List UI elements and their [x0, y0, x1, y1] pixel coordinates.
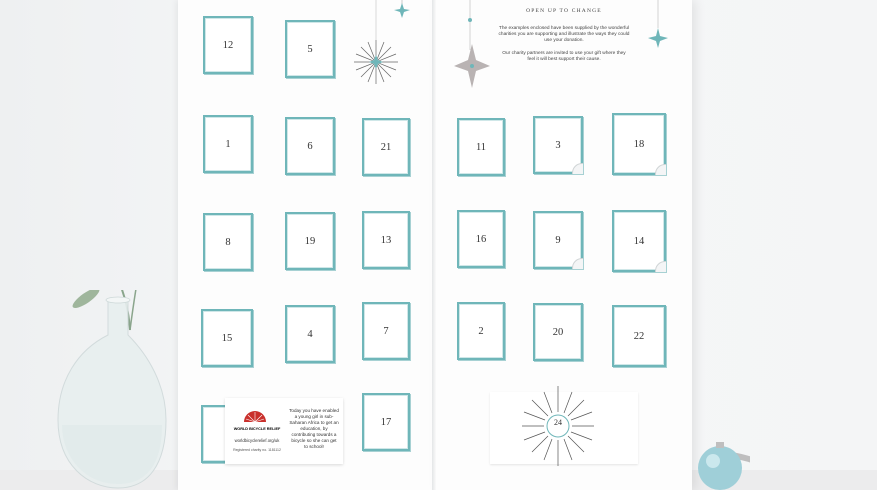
hanging-star-icon	[644, 0, 672, 52]
door-number: 9	[555, 234, 561, 246]
door-number: 12	[222, 39, 234, 51]
snowflake-icon	[354, 0, 402, 95]
vase-with-plant	[48, 290, 168, 490]
door-24-number: 24	[554, 418, 562, 427]
charity-url: worldbicyclerelief.org/uk	[234, 438, 280, 443]
revealed-card	[225, 398, 343, 464]
paragraph: The examples enclosed have been supplied by the wonderful charities you are supporting and illustrate the ways they could use your donation.	[498, 26, 630, 43]
door-number: 4	[307, 328, 313, 340]
card-message: Today you have enabled a young girl in sub-Saharan Africa to get an education, by contributing towards a bicycle so she can get to school!	[289, 408, 339, 449]
door-number: 1	[225, 138, 231, 150]
door-16[interactable]	[457, 210, 505, 268]
paragraph: Our charity partners are invited to use your gift where they feel it will best support their cause.	[502, 51, 626, 62]
door-number: 6	[307, 140, 313, 152]
door-13[interactable]	[362, 211, 410, 269]
door-number: 14	[633, 235, 645, 247]
door-number: 8	[225, 236, 231, 248]
spine	[432, 0, 436, 490]
door-number: 15	[221, 332, 233, 344]
intro-text	[498, 8, 630, 70]
door-3[interactable]	[533, 116, 583, 174]
door-number: 13	[380, 234, 392, 246]
door-18[interactable]	[612, 113, 666, 175]
door-9[interactable]	[533, 211, 583, 269]
door-number: 2	[478, 325, 484, 337]
door-8[interactable]	[203, 213, 253, 271]
door-number: 3	[555, 139, 561, 151]
door-number: 7	[383, 325, 389, 337]
door-number: 22	[633, 330, 645, 342]
door-number: 16	[475, 233, 487, 245]
door-4[interactable]	[285, 305, 335, 363]
bicycle-charity-logo-icon	[242, 406, 268, 424]
door-1[interactable]	[203, 115, 253, 173]
door-2[interactable]	[457, 302, 505, 360]
hanging-star-icon	[452, 0, 494, 92]
door-12[interactable]	[203, 16, 253, 74]
door-number: 21	[380, 141, 392, 153]
door-number: 11	[475, 141, 487, 153]
door-7[interactable]	[362, 302, 410, 360]
charity-brand: WORLD BICYCLE RELIEF	[233, 427, 281, 431]
door-5[interactable]	[285, 20, 335, 78]
door-17[interactable]	[362, 393, 410, 451]
door-number: 20	[552, 326, 564, 338]
door-number: 18	[633, 138, 645, 150]
door-21[interactable]	[362, 118, 410, 176]
door-15[interactable]	[201, 309, 253, 367]
door-number: 17	[380, 416, 392, 428]
bauble-ornament	[694, 436, 750, 490]
door-19[interactable]	[285, 212, 335, 270]
heading: OPEN UP TO CHANGE	[526, 8, 602, 14]
door-20[interactable]	[533, 303, 583, 361]
door-number: 5	[307, 43, 313, 55]
registration-text: Registered charity no. 1181112	[233, 448, 281, 452]
door-14[interactable]	[612, 210, 666, 272]
door-22[interactable]	[612, 305, 666, 367]
door-number: 19	[304, 235, 316, 247]
door-6[interactable]	[285, 117, 335, 175]
door-11[interactable]	[457, 118, 505, 176]
